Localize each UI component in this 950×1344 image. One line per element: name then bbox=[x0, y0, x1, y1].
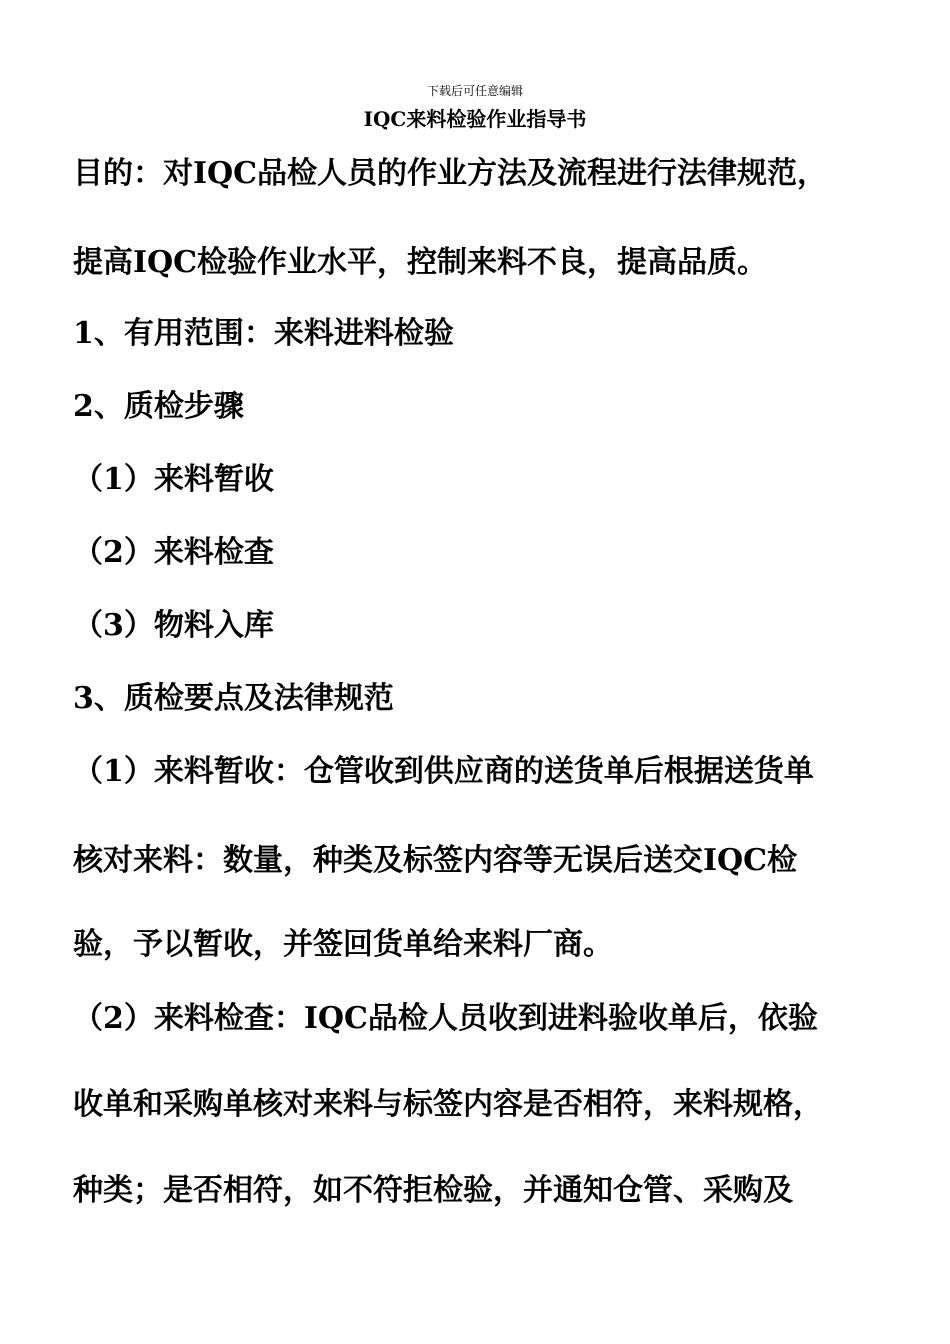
receipt-paragraph-line-3: 验，予以暂收，并签回货单给来料厂商。 bbox=[73, 927, 613, 962]
step-item-2: （2）来料检查 bbox=[73, 535, 274, 570]
step-item-1: （1）来料暂收 bbox=[73, 462, 274, 497]
document-title: IQC来料检验作业指导书 bbox=[363, 107, 587, 131]
purpose-line-1: 目的：对IQC品检人员的作业方法及流程进行法律规范， bbox=[73, 156, 828, 191]
inspection-paragraph-line-3: 种类；是否相符，如不符拒检验，并通知仓管、采购及 bbox=[73, 1173, 793, 1208]
header-note: 下载后可任意编辑 bbox=[426, 84, 523, 98]
inspection-paragraph-line-2: 收单和采购单核对来料与标签内容是否相符，来料规格， bbox=[73, 1087, 823, 1122]
inspection-paragraph-line-1: （2）来料检查：IQC品检人员收到进料验收单后，依验 bbox=[73, 1001, 818, 1036]
key-points-heading: 3、质检要点及法律规范 bbox=[73, 681, 394, 716]
receipt-paragraph-line-2: 核对来料：数量，种类及标签内容等无误后送交IQC检 bbox=[73, 843, 798, 878]
step-item-3: （3）物料入库 bbox=[73, 608, 274, 643]
scope-heading: 1、有用范围：来料进料检验 bbox=[73, 316, 454, 351]
receipt-paragraph-line-1: （1）来料暂收：仓管收到供应商的送货单后根据送货单 bbox=[73, 754, 814, 789]
purpose-line-2: 提高IQC检验作业水平，控制来料不良，提高品质。 bbox=[73, 245, 768, 280]
steps-heading: 2、质检步骤 bbox=[73, 389, 244, 424]
